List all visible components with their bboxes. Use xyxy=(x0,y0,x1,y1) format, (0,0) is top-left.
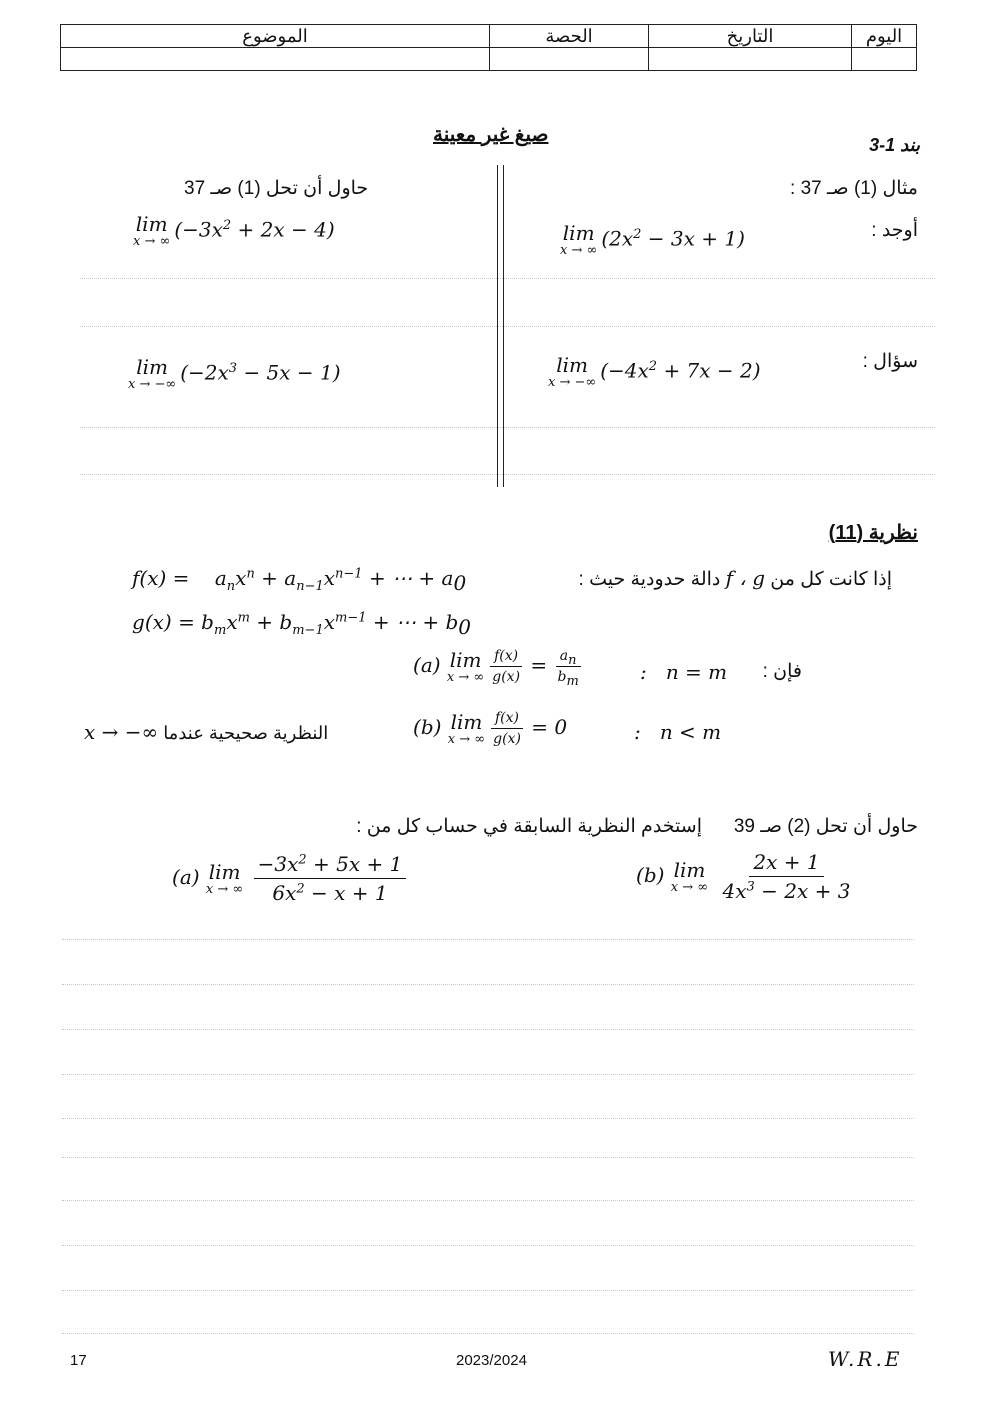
section-label: بند 1-3 xyxy=(869,135,920,155)
theorem-if-text2: دالة حدودية حيث : xyxy=(578,569,721,590)
answer-line xyxy=(80,278,935,279)
example-limit-1: lim x → ∞ $(2x^2 - 3x + 1)$ xyxy=(560,221,745,258)
answer-line xyxy=(62,1245,914,1246)
answer-line xyxy=(80,474,935,475)
theorem-case-b-cond: : n < m xyxy=(634,720,722,744)
question-limit: lim x → −∞ $(-4x^2 + 7x - 2)$ xyxy=(548,353,761,390)
theorem-then: فإن : xyxy=(762,661,802,682)
section-title: صيغ غير معينة xyxy=(433,124,549,146)
try1-limit-1: lim x → ∞ $(-3x^2 + 2x - 4)$ xyxy=(133,212,335,249)
header-day: اليوم xyxy=(852,25,917,48)
header-subject: الموضوع xyxy=(61,25,490,48)
case-a-cond-text: n = m xyxy=(665,660,728,684)
try2-limit-b: (b) lim x → ∞ $\frac{2x + 1}{4x^3 - 2x + 3}$ xyxy=(636,850,851,903)
theorem-note xyxy=(84,720,328,744)
theorem-title: نظرية (11) xyxy=(828,522,918,544)
header-day-cell xyxy=(852,48,917,71)
theorem-case-b: (b) lim x → ∞ $\frac{f(x)}{g(x)}$ = 0 xyxy=(413,709,568,747)
header-period: الحصة xyxy=(490,25,649,48)
question-label: سؤال : xyxy=(862,351,918,372)
theorem-note-math: x → −∞ xyxy=(84,720,159,744)
try2-limit-a: (a) lim x → ∞ $\frac{-3x^2 + 5x + 1}{6x^2 - x + 1}$ xyxy=(172,852,406,905)
author-signature: W.R.E xyxy=(828,1347,903,1371)
theorem-if-text: إذا كانت كل من xyxy=(770,569,892,590)
header-table xyxy=(60,24,917,71)
header-subject-cell xyxy=(61,48,490,71)
try2-label: حاول أن تحل (2) صـ 39 xyxy=(733,816,918,837)
find-label: أوجد : xyxy=(871,220,918,241)
try1-limit-2: lim x → −∞ $(-2x^3 - 5x - 1)$ xyxy=(128,355,341,392)
theorem-note-text: النظرية صحيحية عندما xyxy=(163,723,329,743)
case-b-cond-text: n < m xyxy=(659,720,722,744)
answer-line xyxy=(62,1157,914,1158)
answer-line xyxy=(62,1118,914,1119)
try1-label: حاول أن تحل (1) صـ 37 xyxy=(184,178,369,199)
header-date-cell xyxy=(649,48,852,71)
theorem-fg: f ، g xyxy=(725,566,765,590)
answer-line xyxy=(62,1333,914,1334)
school-year: 2023/2024 xyxy=(456,1352,527,1369)
page-number: 17 xyxy=(70,1352,87,1369)
theorem-case-a: (a) lim x → ∞ $\frac{f(x)}{g(x)}$ = $\frac{a_n}{b_m}$ xyxy=(413,647,579,689)
answer-line xyxy=(62,1290,914,1291)
answer-line xyxy=(80,326,935,327)
answer-line xyxy=(62,939,914,940)
try2-text: إستخدم النظرية السابقة في حساب كل من : xyxy=(356,816,702,837)
answer-line xyxy=(80,427,935,428)
theorem-g-def: $g(x) = b_mx^m + b_{m-1}x^{m-1}$ + ⋯ + $b_0$ xyxy=(132,610,472,639)
answer-line xyxy=(62,1200,914,1201)
theorem-f-def: f(x) = $a_nx^n + a_{n-1}x^{n-1}$ + ⋯ + $a_0$ xyxy=(132,566,467,595)
example-label: مثال (1) صـ 37 : xyxy=(790,178,918,199)
answer-line xyxy=(62,984,914,985)
header-date: التاريخ xyxy=(649,25,852,48)
answer-line xyxy=(62,1074,914,1075)
theorem-if xyxy=(579,566,892,591)
theorem-case-a-cond: : n = m xyxy=(640,660,728,684)
header-period-cell xyxy=(490,48,649,71)
answer-line xyxy=(62,1029,914,1030)
